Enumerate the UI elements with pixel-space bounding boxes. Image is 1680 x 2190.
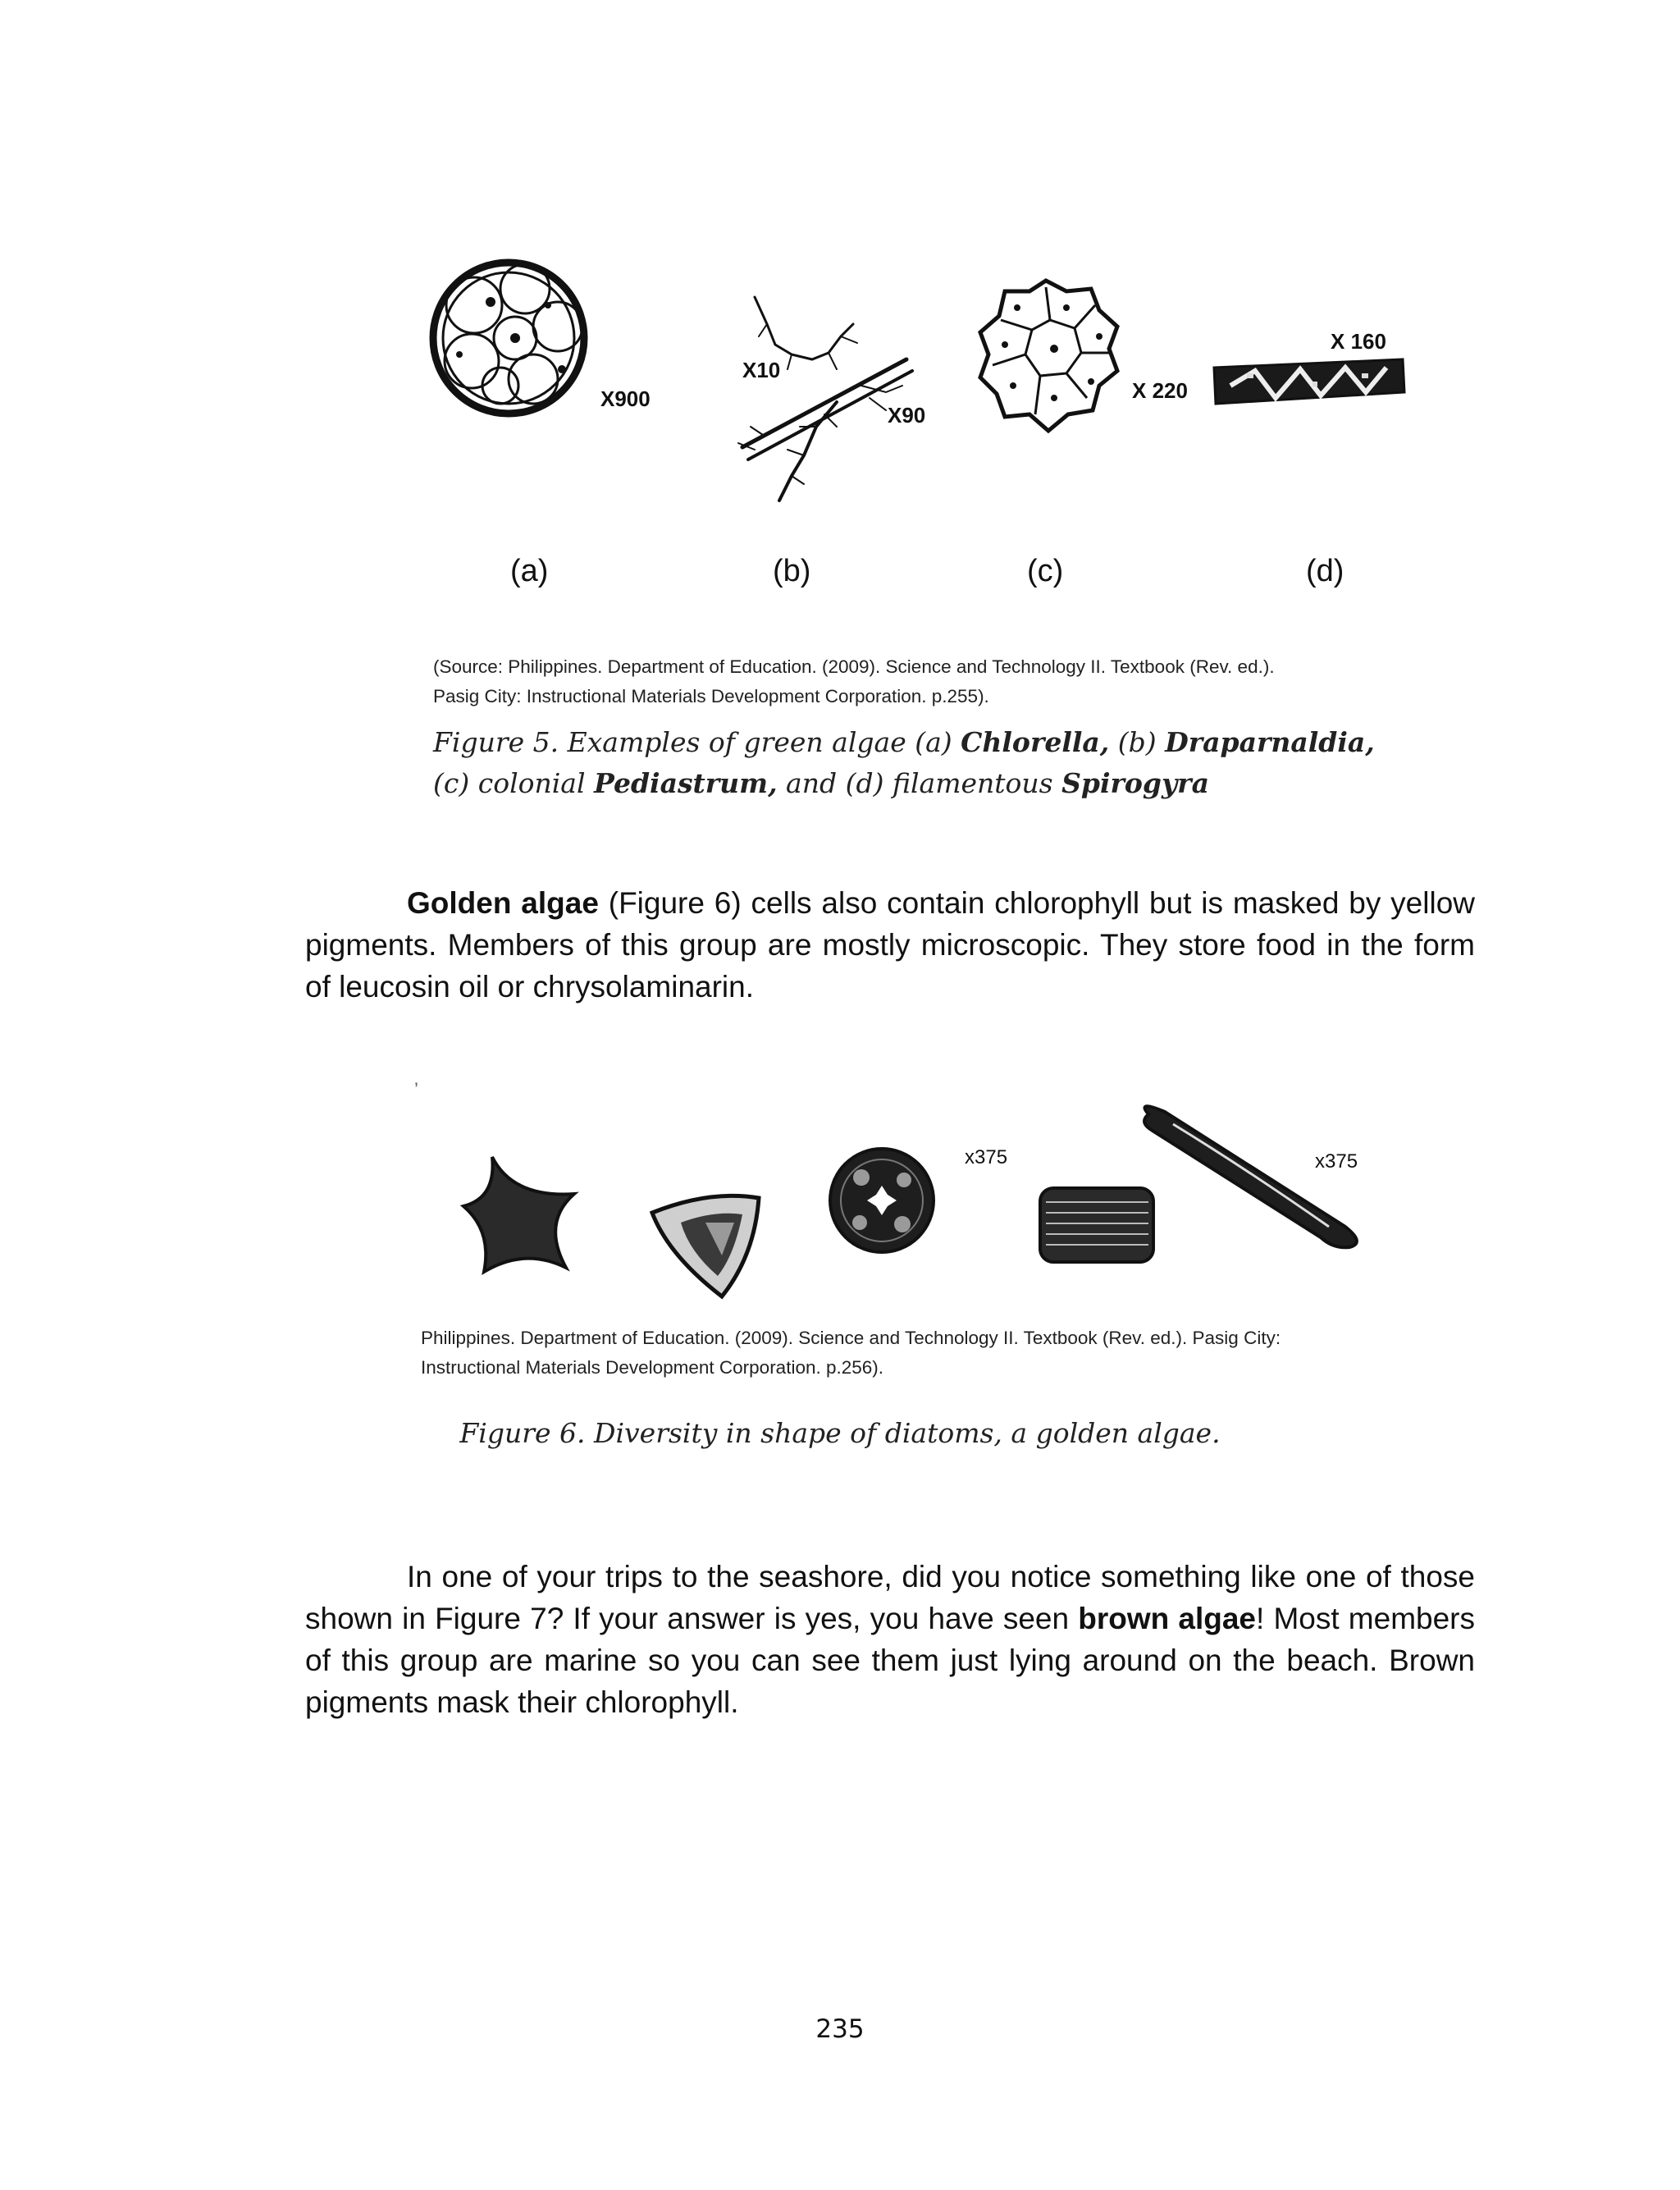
figure-5-source-line-2: Pasig City: Instructional Materials Development Corporation. p.255). xyxy=(433,686,989,706)
magnification-c: X 220 xyxy=(1132,378,1188,403)
figure-5-caption xyxy=(433,722,1375,804)
magnification-d: X 160 xyxy=(1331,329,1386,354)
figure-6-source xyxy=(421,1324,1281,1383)
paragraph-text: (Figure 6) cells also contain chlorophyll but is masked by yellow pigments. Members of this group are mostly microscopic. They store food in the form of leucosin oil or chrysolaminarin. xyxy=(305,886,1475,1004)
magnification-b-x90: X90 xyxy=(888,403,926,427)
magnification-b-x10: X10 xyxy=(742,358,781,382)
elongated-diatom-drawing xyxy=(1144,1106,1357,1247)
paragraph-text: In one of your trips to the seashore, did you notice something like one of those shown in Figure 7? If your answer is yes, you have seen xyxy=(305,1560,1475,1635)
magnification-elongated-diatom: x375 xyxy=(1315,1150,1358,1173)
caption-spirogyra: Spirogyra xyxy=(1061,767,1209,799)
term-golden-algae: Golden algae xyxy=(407,886,599,920)
figure-6-diatoms xyxy=(0,1091,1680,1305)
figure-5-source xyxy=(433,652,1275,711)
draparnaldia-drawing xyxy=(738,297,912,501)
caption-text: and (d) filamentous xyxy=(777,767,1062,799)
figure-6-caption: Figure 6. Diversity in shape of diatoms, a golden algae. xyxy=(459,1417,1221,1449)
rectangle-diatom-drawing xyxy=(1040,1188,1153,1262)
page-number: 235 xyxy=(815,2014,865,2044)
star-diatom-drawing xyxy=(463,1157,574,1272)
caption-pediastrum: Pediastrum, xyxy=(594,767,778,799)
label-d: (d) xyxy=(1306,554,1344,588)
caption-draparnaldia: Draparnaldia, xyxy=(1165,726,1375,758)
label-c: (c) xyxy=(1027,554,1064,588)
figure-6-source-line-1: Philippines. Department of Education. (2009). Science and Technology II. Textbook (Rev. ed.). Pasig City: xyxy=(421,1328,1281,1348)
magnification-round-diatom: x375 xyxy=(965,1146,1008,1168)
figure-5 xyxy=(0,0,1680,624)
paragraph-brown-algae xyxy=(305,1556,1475,1723)
figure-5-illustrations xyxy=(0,0,1680,624)
caption-text: Figure 5. Examples of green algae (a) xyxy=(433,726,961,758)
round-diatom-drawing xyxy=(830,1149,934,1252)
caption-text: (c) colonial xyxy=(433,767,595,799)
triangle-diatom-drawing xyxy=(652,1196,759,1296)
label-a: (a) xyxy=(510,554,549,588)
chlorella-drawing xyxy=(433,263,584,414)
figure-5-source-line-1: (Source: Philippines. Department of Education. (2009). Science and Technology II. Textbook (Rev. ed.). xyxy=(433,656,1275,677)
label-b: (b) xyxy=(773,554,811,588)
magnification-a: X900 xyxy=(600,386,651,411)
paragraph-text: ! Most members of this group are marine so you can see them just lying around on the beach. Brown pigments mask their chlorophyll. xyxy=(305,1602,1475,1719)
caption-text: (b) xyxy=(1109,726,1166,758)
paragraph-golden-algae xyxy=(305,882,1475,1008)
spirogyra-drawing xyxy=(1214,359,1404,404)
pediastrum-drawing xyxy=(980,281,1117,431)
figure-6-source-line-2: Instructional Materials Development Corporation. p.256). xyxy=(421,1357,884,1378)
caption-chlorella: Chlorella, xyxy=(961,726,1110,758)
term-brown-algae: brown algae xyxy=(1078,1602,1257,1635)
stray-mark: ’ xyxy=(414,1079,418,1100)
